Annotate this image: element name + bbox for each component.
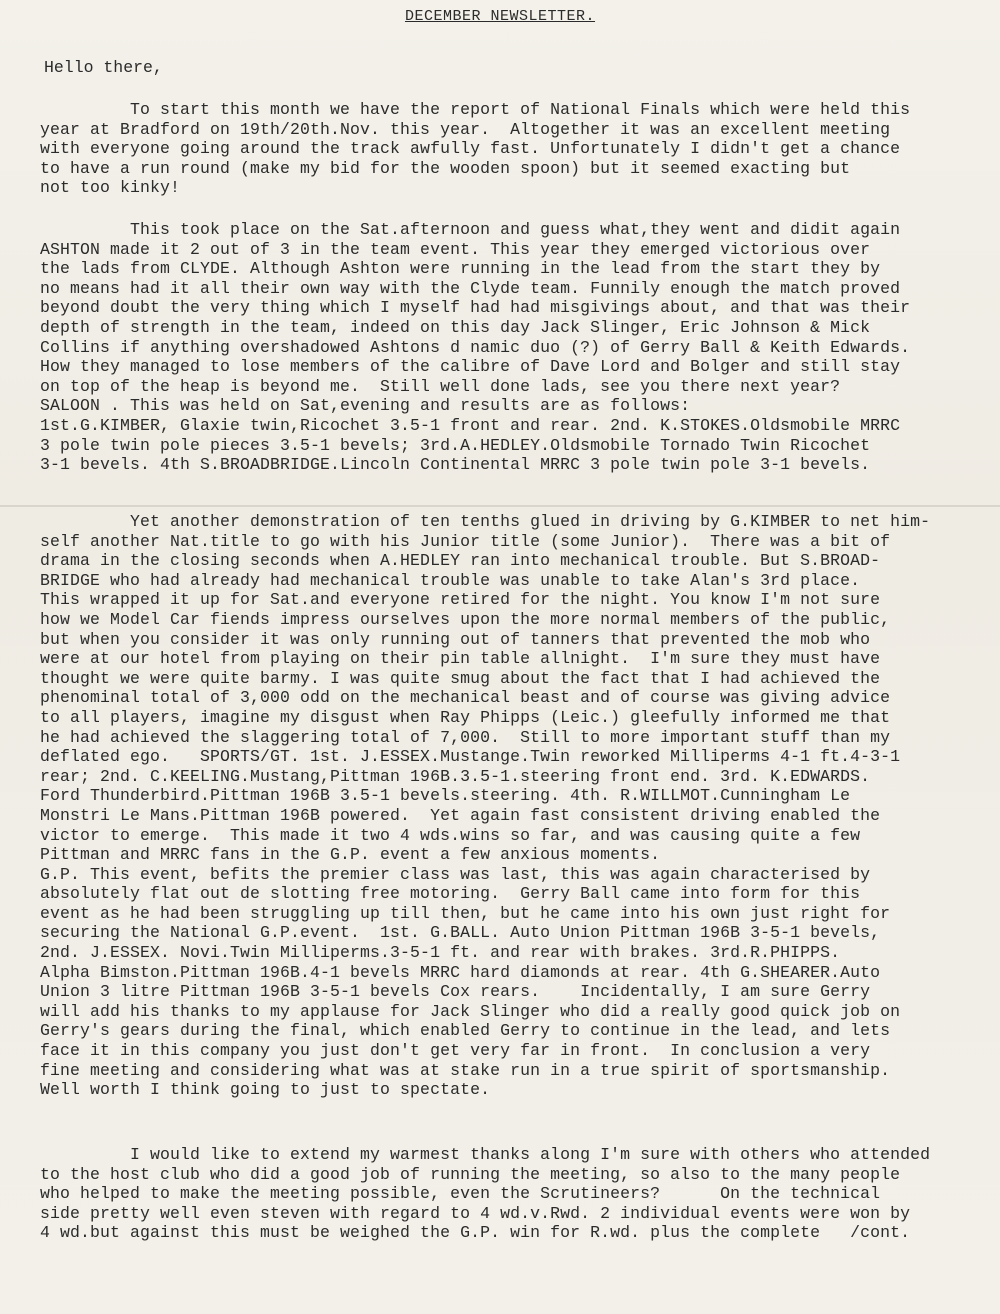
paragraph-intro: To start this month we have the report of National Finals which were held this year at Bradford on 19th/20th.Nov. this year. Altogether it was an excellent meeting with everyone going around the track awfully fast. Unfortunately I didn't get a chance to have a run round (make my bid for the wooden spoon) but it seemed exacting but not too kinky! bbox=[40, 100, 911, 198]
paper-fold-line bbox=[0, 505, 1000, 507]
greeting: Hello there, bbox=[44, 58, 163, 77]
newsletter-title: DECEMBER NEWSLETTER. bbox=[404, 8, 596, 25]
paragraph-thanks: I would like to extend my warmest thanks along I'm sure with others who attended to the host club who did a good job of running the meeting, so also to the many people who helped to make the meeting possible, even the Scrutineers? On the technical side pretty well even steven with regard to 4 wd.v.Rwd. 2 individual events were won by 4 wd.but against this must be weighed the G.P. win for R.wd. plus the complete /cont. bbox=[40, 1145, 931, 1243]
paragraph-team-event-and-saloon: This took place on the Sat.afternoon and guess what,they went and didit again ASHTON made it 2 out of 3 in the team event. This year they emerged victorious over the lads from CLYDE. Although Ashton were running in the lead from the start they by no means had it all their own way with the Clyde team. Funnily enough the match proved beyond doubt the very thing which I myself had had misgivings about, and that was their depth of strength in the team, indeed on this day Jack Slinger, Eric Johnson & Mick Collins if anything overshadowed Ashtons d namic duo (?) of Gerry Ball & Keith Edwards. How they managed to lose members of the calibre of Dave Lord and Bolger and still stay on top of the heap is beyond me. Still well done lads, see you there next year? SALOON . This was held on Sat,evening and results are as follows: 1st.G.KIMBER, Glaxie twin,Ricochet 3.5-1 front and rear. 2nd. K.STOKES.Oldsmobile MRRC 3 pole twin pole pieces 3.5-1 bevels; 3rd.A.HEDLEY.Oldsmobile Tornado Twin Ricochet 3-1 bevels. 4th S.BROADBRIDGE.Lincoln Continental MRRC 3 pole twin pole 3-1 bevels. bbox=[40, 220, 911, 475]
paragraph-sports-gt-and-gp: Yet another demonstration of ten tenths glued in driving by G.KIMBER to net him- self another Nat.title to go with his Junior title (some Junior). There was a bit of drama in the closing seconds when A.HEDLEY ran into mechanical trouble. But S.BROAD- BRIDGE who had already had mechanical trouble was unable to take Alan's 3rd place. This wrapped it up for Sat.and everyone retired for the night. You know I'm not sure how we Model Car fiends impress ourselves upon the more normal members of the public, but when you consider it was only running out of tanners that prevented the mob who were at our hotel from playing on their pin table allnight. I'm sure they must have thought we were quite barmy. I was quite smug about the fact that I had achieved the phenominal total of 3,000 odd on the mechanical beast and of course was giving advice to all players, imagine my disgust when Ray Phipps (Leic.) gleefully informed me that he had achieved the slaggering total of 7,000. Still to more important stuff than my deflated ego. SPORTS/GT. 1st. J.ESSEX.Mustange.Twin reworked Milliperms 4-1 ft.4-3-1 rear; 2nd. C.KEELING.Mustang,Pittman 196B.3.5-1.steering front end. 3rd. K.EDWARDS. Ford Thunderbird.Pittman 196B 3.5-1 bevels.steering. 4th. R.WILLMOT.Cunningham Le Monstri Le Mans.Pittman 196B powered. Yet again fast consistent driving enabled the victor to emerge. This made it two 4 wds.wins so far, and was causing quite a few Pittman and MRRC fans in the G.P. event a few anxious moments. G.P. This event, befits the premier class was last, this was again characterised by absolutely flat out de slotting free motoring. Gerry Ball came into form for this event as he had been struggling up till then, but he came into his own just right for securing the National G.P.event. 1st. G.BALL. Auto Union Pittman 196B 3-5-1 bevels, 2nd. J.ESSEX. Novi.Twin Milliperms.3-5-1 ft. and rear with brakes. 3rd.R.PHIPPS. Alpha Bimston.Pittman 196B.4-1 bevels MRRC hard diamonds at rear. 4th G.SHEARER.Auto Union 3 litre Pittman 196B 3-5-1 bevels Cox rears. Incidentally, I am sure Gerry will add his thanks to my applause for Jack Slinger who did a really good quick job on Gerry's gears during the final, which enabled Gerry to continue in the lead, and lets face it in this company you just don't get very far in front. In conclusion a very fine meeting and considering what was at stake run in a true spirit of sportsmanship. Well worth I think going to just to spectate. bbox=[40, 512, 931, 1100]
